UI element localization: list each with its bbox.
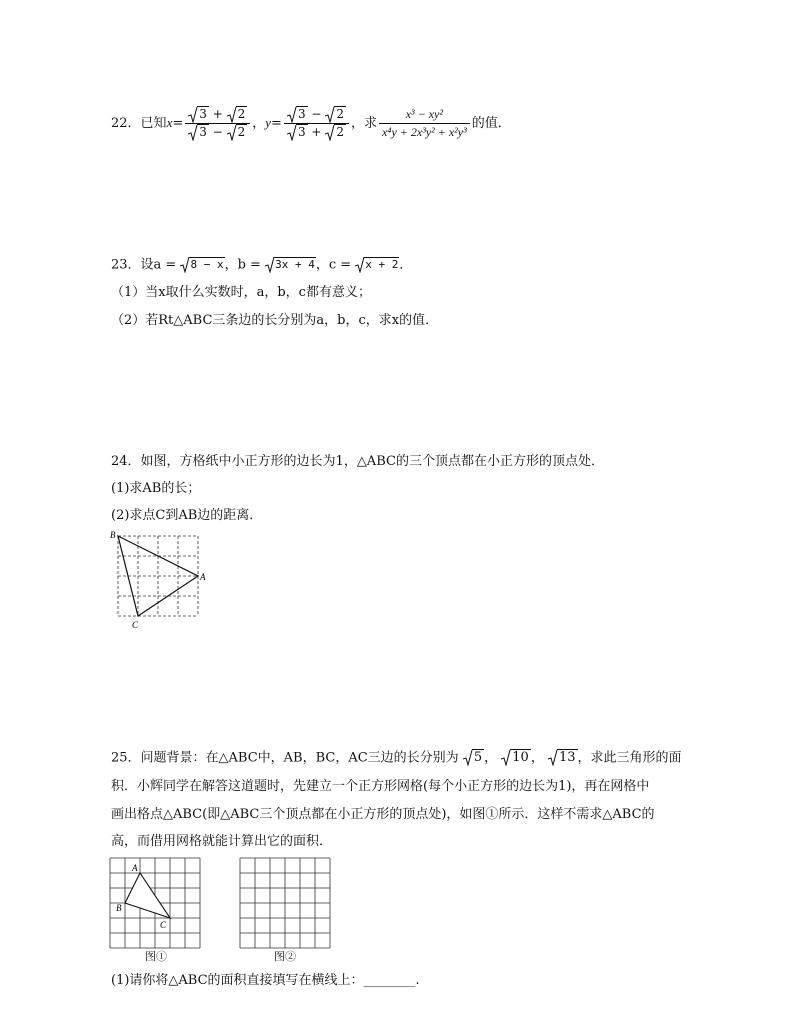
- q24-dashed-grid: [118, 536, 198, 616]
- q24-stem: 24．如图，方格纸中小正方形的边长为1，△ABC的三个顶点都在小正方形的顶点处．: [111, 454, 604, 469]
- q24-label-c: C: [132, 620, 139, 630]
- q23-intro: 23．设a =: [111, 257, 177, 273]
- q25-fig2-grid: [240, 858, 330, 948]
- q25-line2: 积．小辉同学在解答这道题时，先建立一个正方形网格(每个小正方形的边长为1)，再在网格中: [111, 779, 650, 794]
- q25-figure-1-caption: 图①: [145, 950, 167, 963]
- q22-x-var: x: [166, 115, 173, 130]
- q23-b-radical: 3x + 4: [265, 256, 316, 274]
- q25-line1-end: ，求此三角形的面: [577, 750, 682, 766]
- q25-fig1-triangle: [125, 873, 170, 918]
- q22-comma2: ，: [350, 116, 364, 131]
- q22-expression-fraction: $\frac{\text{x³ − xy²}}{\text{x⁴y + 2x³y² + x²y³}}$: [379, 106, 470, 141]
- q22-number: 22．: [111, 116, 141, 131]
- q24-label-b: B: [110, 530, 116, 540]
- q25-radical-5: 5: [463, 749, 484, 767]
- q22-eq: =: [172, 116, 184, 131]
- q23-b-label: ，b =: [224, 257, 261, 273]
- q25-line4: 高，而借用网格就能计算出它的面积．: [111, 834, 333, 849]
- q25-sep1: ，: [484, 750, 498, 766]
- q22-comma1: ，: [252, 116, 266, 131]
- q25-radical-13: 13: [548, 749, 578, 767]
- q22-tail: 的值．: [471, 116, 511, 131]
- q23-a-radical: 8 − x: [180, 256, 224, 274]
- q25-line3: 画出格点△ABC(即△ABC三个顶点都在小正方形的顶点处)，如图①所示．这样不需求△ABC的: [111, 807, 655, 822]
- q22-qiu: 求: [363, 116, 377, 131]
- q22-y-var: y: [265, 115, 272, 130]
- q24-part1: (1)求AB的长；: [111, 481, 201, 496]
- q25-line1: [111, 749, 682, 768]
- q25-figure-1: [104, 856, 204, 956]
- q22-text-yizhi: 已知: [140, 116, 167, 131]
- q23-end: ．: [399, 257, 413, 273]
- q22-line: [111, 106, 511, 141]
- q23-c-radical: x + 2: [355, 256, 399, 274]
- q25-line1-start: 25．问题背景：在△ABC中，AB，BC，AC三边的长分别为: [111, 750, 459, 766]
- q24-part2: (2)求点C到AB边的距离．: [111, 508, 263, 523]
- q25-label-c: C: [160, 920, 167, 930]
- q24-grid-figure: [108, 528, 212, 632]
- q25-radical-10: 10: [501, 749, 531, 767]
- q25-label-b: B: [116, 903, 122, 913]
- q22-eq2: =: [271, 116, 282, 131]
- q25-part1: (1)请你将△ABC的面积直接填写在横线上：________.: [111, 973, 420, 988]
- q25-figure-2-caption: 图②: [274, 950, 296, 963]
- q22-x-fraction: 3 + 2 3 − 2: [185, 106, 250, 141]
- q25-sep2: ，: [530, 750, 544, 766]
- q23-part2: （2）若Rt△ABC三条边的长分别为a，b，c，求x的值．: [111, 313, 439, 328]
- q23-c-label: ，c =: [315, 257, 352, 273]
- q25-figure-2: [236, 856, 336, 956]
- q22-y-fraction: 3 − 2 3 + 2: [284, 106, 349, 141]
- q23-stem: [111, 256, 412, 275]
- q23-part1: （1）当x取什么实数时，a，b，c都有意义；: [111, 285, 371, 300]
- q25-label-a: A: [132, 863, 138, 873]
- q24-label-a: A: [200, 572, 206, 582]
